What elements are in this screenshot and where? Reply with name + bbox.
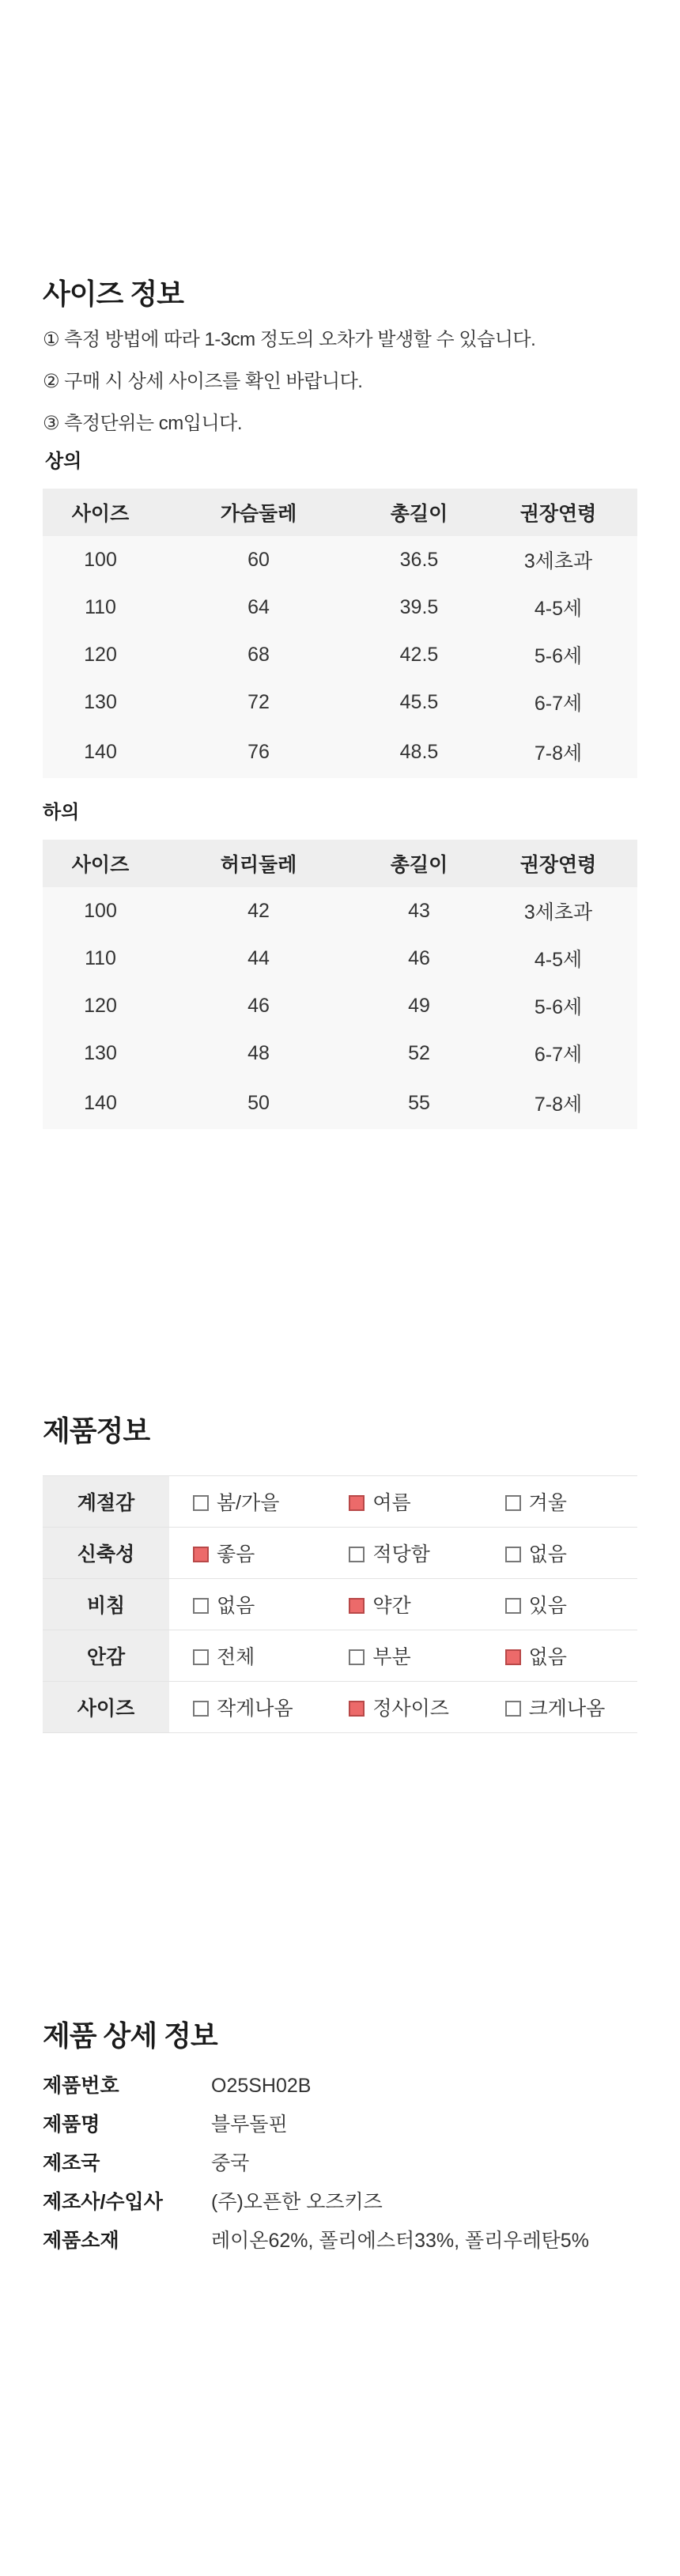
option-label: 적당함 [372, 1543, 430, 1566]
detail-row [43, 2076, 637, 2097]
bottom-size-label: 하의 [43, 802, 80, 823]
checkbox-icon [505, 1598, 521, 1614]
table-cell: 3세초과 [479, 887, 637, 935]
row-label: 신축성 [43, 1528, 169, 1579]
table-row [43, 631, 637, 678]
checkbox-checked-icon [505, 1649, 521, 1665]
table-header-cell: 권장연령 [479, 840, 637, 887]
product-detail-list [43, 2076, 637, 2252]
table-row [43, 935, 637, 982]
table-cell: 7-8세 [479, 726, 637, 778]
table-cell: 44 [158, 935, 359, 982]
table-cell: 42.5 [359, 631, 479, 678]
option-label: 겨울 [528, 1492, 567, 1514]
checkbox-icon [349, 1649, 365, 1665]
top-size-table [43, 489, 637, 778]
checkbox-checked-icon [349, 1495, 365, 1511]
detail-value: O25SH02B [211, 2075, 312, 2097]
product-detail-title: 제품 상세 정보 [43, 2019, 217, 2052]
size-info-title: 사이즈 정보 [43, 278, 183, 310]
size-note: ③ 측정단위는 cm입니다. [43, 413, 242, 434]
checkbox-checked-icon [193, 1547, 209, 1562]
row-label: 사이즈 [43, 1682, 169, 1733]
detail-row [43, 2114, 637, 2136]
row-label: 비침 [43, 1579, 169, 1630]
table-row [43, 584, 637, 631]
product-info-row-lining [43, 1630, 637, 1682]
option [325, 1528, 481, 1579]
table-cell: 45.5 [359, 678, 479, 726]
table-cell: 130 [43, 1029, 158, 1077]
option-label: 부분 [372, 1646, 411, 1668]
option [169, 1579, 325, 1630]
option [169, 1528, 325, 1579]
option-label: 없음 [217, 1595, 255, 1617]
table-cell: 50 [158, 1077, 359, 1129]
option-label: 있음 [528, 1595, 567, 1617]
option [169, 1476, 325, 1528]
table-header-cell: 사이즈 [43, 840, 158, 887]
detail-value: 블루돌핀 [211, 2113, 288, 2136]
detail-key: 제조국 [43, 2152, 100, 2174]
option-label: 좋음 [217, 1543, 255, 1566]
table-cell: 68 [158, 631, 359, 678]
table-header-cell: 총길이 [359, 489, 479, 536]
table-cell: 48 [158, 1029, 359, 1077]
table-cell: 49 [359, 982, 479, 1029]
product-info-title: 제품정보 [43, 1415, 150, 1447]
table-cell: 100 [43, 887, 158, 935]
table-cell: 4-5세 [479, 584, 637, 631]
option [482, 1682, 637, 1733]
table-cell: 140 [43, 1077, 158, 1129]
table-cell: 5-6세 [479, 631, 637, 678]
detail-key: 제품소재 [43, 2230, 119, 2252]
row-label: 계절감 [43, 1476, 169, 1528]
detail-key: 제조사/수입사 [43, 2191, 163, 2213]
checkbox-checked-icon [349, 1701, 365, 1717]
table-cell: 64 [158, 584, 359, 631]
table-cell: 43 [359, 887, 479, 935]
size-note: ① 측정 방법에 따라 1-3cm 정도의 오차가 발생할 수 있습니다. [43, 329, 536, 350]
product-info-table [43, 1475, 637, 1733]
table-row [43, 1029, 637, 1077]
checkbox-icon [193, 1495, 209, 1511]
table-row [43, 726, 637, 778]
option [325, 1630, 481, 1682]
option [325, 1476, 481, 1528]
table-header-cell: 권장연령 [479, 489, 637, 536]
table-cell: 100 [43, 536, 158, 584]
table-cell: 110 [43, 935, 158, 982]
detail-key: 제품번호 [43, 2075, 119, 2097]
table-cell: 110 [43, 584, 158, 631]
detail-value: (주)오픈한 오즈키즈 [211, 2191, 383, 2213]
checkbox-icon [505, 1701, 521, 1717]
option-label: 정사이즈 [372, 1698, 449, 1720]
table-cell: 5-6세 [479, 982, 637, 1029]
checkbox-icon [193, 1598, 209, 1614]
top-size-label: 상의 [45, 451, 82, 472]
option [482, 1528, 637, 1579]
table-header-cell: 허리둘레 [158, 840, 359, 887]
detail-row [43, 2153, 637, 2174]
checkbox-icon [505, 1495, 521, 1511]
table-cell: 52 [359, 1029, 479, 1077]
row-label: 안감 [43, 1630, 169, 1682]
table-row [43, 982, 637, 1029]
size-notes [43, 329, 637, 434]
option [325, 1579, 481, 1630]
table-cell: 130 [43, 678, 158, 726]
checkbox-icon [193, 1649, 209, 1665]
table-header-row [43, 840, 637, 887]
option [169, 1682, 325, 1733]
detail-value: 중국 [211, 2152, 250, 2174]
table-row [43, 887, 637, 935]
table-cell: 4-5세 [479, 935, 637, 982]
table-cell: 140 [43, 726, 158, 778]
option-label: 봄/가을 [217, 1492, 280, 1514]
product-info-row-size [43, 1682, 637, 1733]
product-info-row-stretch [43, 1528, 637, 1579]
table-cell: 72 [158, 678, 359, 726]
option-label: 없음 [528, 1646, 567, 1668]
option-label: 약간 [372, 1595, 411, 1617]
table-header-cell: 가슴둘레 [158, 489, 359, 536]
size-info-section [43, 277, 637, 1129]
table-cell: 55 [359, 1077, 479, 1129]
bottom-size-table [43, 840, 637, 1129]
table-cell: 39.5 [359, 584, 479, 631]
table-cell: 120 [43, 982, 158, 1029]
option-label: 크게나옴 [528, 1698, 606, 1720]
table-cell: 42 [158, 887, 359, 935]
option [482, 1476, 637, 1528]
table-row [43, 536, 637, 584]
size-note: ② 구매 시 상세 사이즈를 확인 바랍니다. [43, 371, 363, 392]
table-header-row [43, 489, 637, 536]
table-cell: 3세초과 [479, 536, 637, 584]
checkbox-icon [193, 1701, 209, 1717]
detail-value: 레이온62%, 폴리에스터33%, 폴리우레탄5% [211, 2230, 589, 2252]
table-row [43, 1077, 637, 1129]
product-info-row-sheer [43, 1579, 637, 1630]
option [482, 1579, 637, 1630]
option-label: 작게나옴 [217, 1698, 293, 1720]
product-detail-section [43, 2019, 637, 2269]
table-cell: 60 [158, 536, 359, 584]
option-label: 전체 [217, 1646, 255, 1668]
option-label: 없음 [528, 1543, 567, 1566]
table-cell: 46 [158, 982, 359, 1029]
table-cell: 6-7세 [479, 678, 637, 726]
checkbox-icon [349, 1547, 365, 1562]
table-cell: 48.5 [359, 726, 479, 778]
product-info-row-season [43, 1476, 637, 1528]
detail-key: 제품명 [43, 2113, 100, 2136]
option [169, 1630, 325, 1682]
detail-row [43, 2192, 637, 2213]
table-header-cell: 총길이 [359, 840, 479, 887]
option-label: 여름 [372, 1492, 411, 1514]
option [325, 1682, 481, 1733]
table-cell: 46 [359, 935, 479, 982]
table-cell: 7-8세 [479, 1077, 637, 1129]
table-row [43, 678, 637, 726]
table-cell: 120 [43, 631, 158, 678]
table-cell: 6-7세 [479, 1029, 637, 1077]
table-cell: 36.5 [359, 536, 479, 584]
table-header-cell: 사이즈 [43, 489, 158, 536]
checkbox-checked-icon [349, 1598, 365, 1614]
table-cell: 76 [158, 726, 359, 778]
product-info-section [43, 1414, 637, 1733]
checkbox-icon [505, 1547, 521, 1562]
detail-row [43, 2230, 637, 2252]
option [482, 1630, 637, 1682]
